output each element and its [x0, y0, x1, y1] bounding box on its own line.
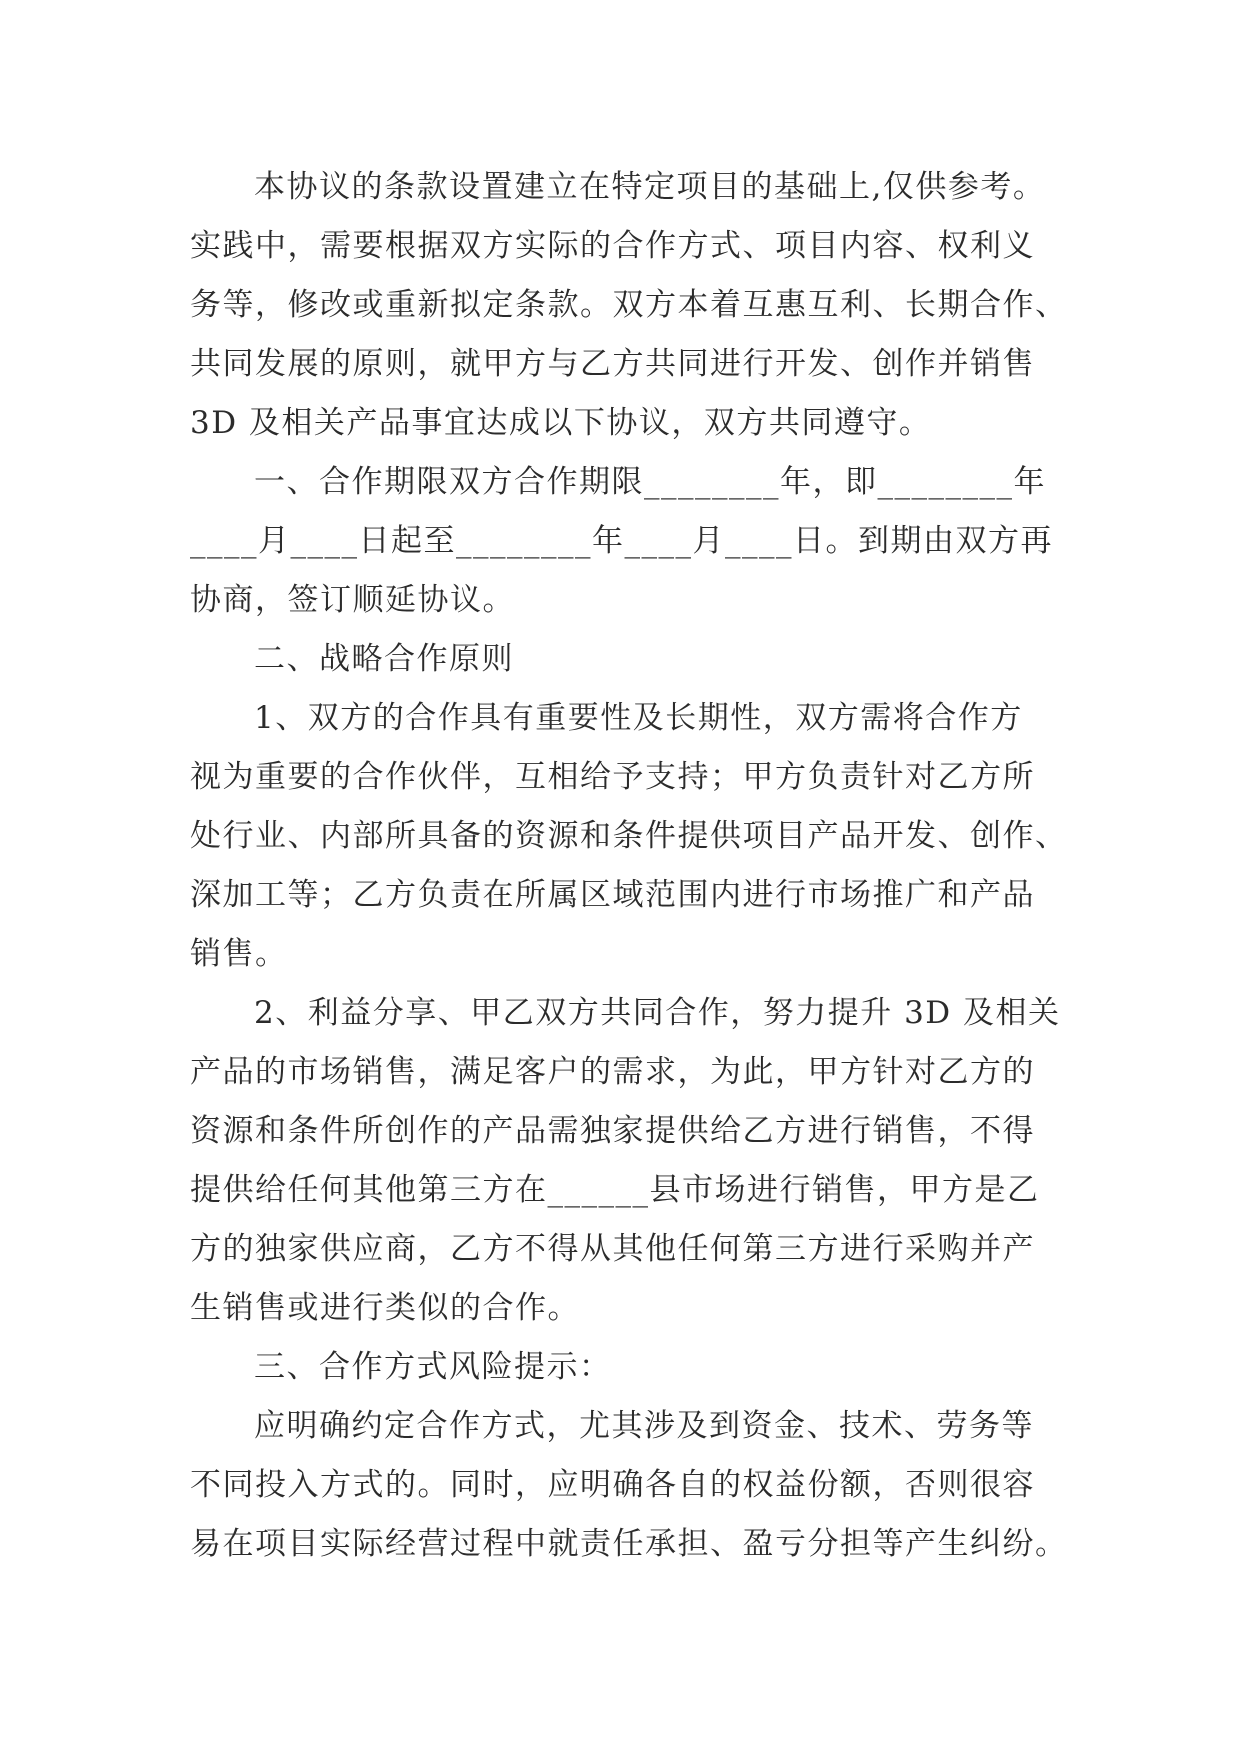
text-line: 方的独家供应商，乙方不得从其他任何第三方进行采购并产 [190, 1231, 1035, 1267]
clause-2: 2、利益分享、甲乙双方共同合作，努力提升 3D 及相关 [254, 995, 1061, 1031]
section-heading-risk: 三、合作方式风险提示： [254, 1349, 612, 1385]
text-line: 不同投入方式的。同时，应明确各自的权益份额，否则很容 [190, 1467, 1035, 1503]
text-line: 协商，签订顺延协议。 [190, 582, 515, 618]
text-line: 深加工等；乙方负责在所属区域范围内进行市场推广和产品 [190, 877, 1035, 913]
text-line: 销售。 [190, 936, 288, 972]
text-line: 生销售或进行类似的合作。 [190, 1290, 580, 1326]
text-line: 3D 及相关产品事宜达成以下协议，双方共同遵守。 [190, 405, 932, 441]
text-line: 实践中，需要根据双方实际的合作方式、项目内容、权利义 [190, 228, 1035, 264]
text-line: 提供给任何其他第三方在______县市场进行销售，甲方是乙 [190, 1172, 1040, 1208]
text-line: 产品的市场销售，满足客户的需求，为此，甲方针对乙方的 [190, 1054, 1035, 1090]
section-heading-principles: 二、战略合作原则 [254, 641, 514, 677]
text-line: 本协议的条款设置建立在特定项目的基础上,仅供参考。 [254, 169, 1046, 205]
text-line: ____月____日起至________年____月____日。到期由双方再 [190, 523, 1053, 559]
section-heading-term: 一、合作期限双方合作期限________年，即________年 [254, 464, 1046, 500]
agreement-body [190, 158, 1070, 1574]
text-line: 易在项目实际经营过程中就责任承担、盈亏分担等产生纠纷。 [190, 1526, 1068, 1562]
text-line: 处行业、内部所具备的资源和条件提供项目产品开发、创作、 [190, 818, 1068, 854]
text-line: 视为重要的合作伙伴，互相给予支持；甲方负责针对乙方所 [190, 759, 1035, 795]
text-line: 共同发展的原则，就甲方与乙方共同进行开发、创作并销售 [190, 346, 1035, 382]
clause-1: 1、双方的合作具有重要性及长期性，双方需将合作方 [254, 700, 1023, 736]
text-line: 务等，修改或重新拟定条款。双方本着互惠互利、长期合作、 [190, 287, 1068, 323]
text-line: 资源和条件所创作的产品需独家提供给乙方进行销售，不得 [190, 1113, 1035, 1149]
text-line: 应明确约定合作方式，尤其涉及到资金、技术、劳务等 [254, 1408, 1034, 1444]
